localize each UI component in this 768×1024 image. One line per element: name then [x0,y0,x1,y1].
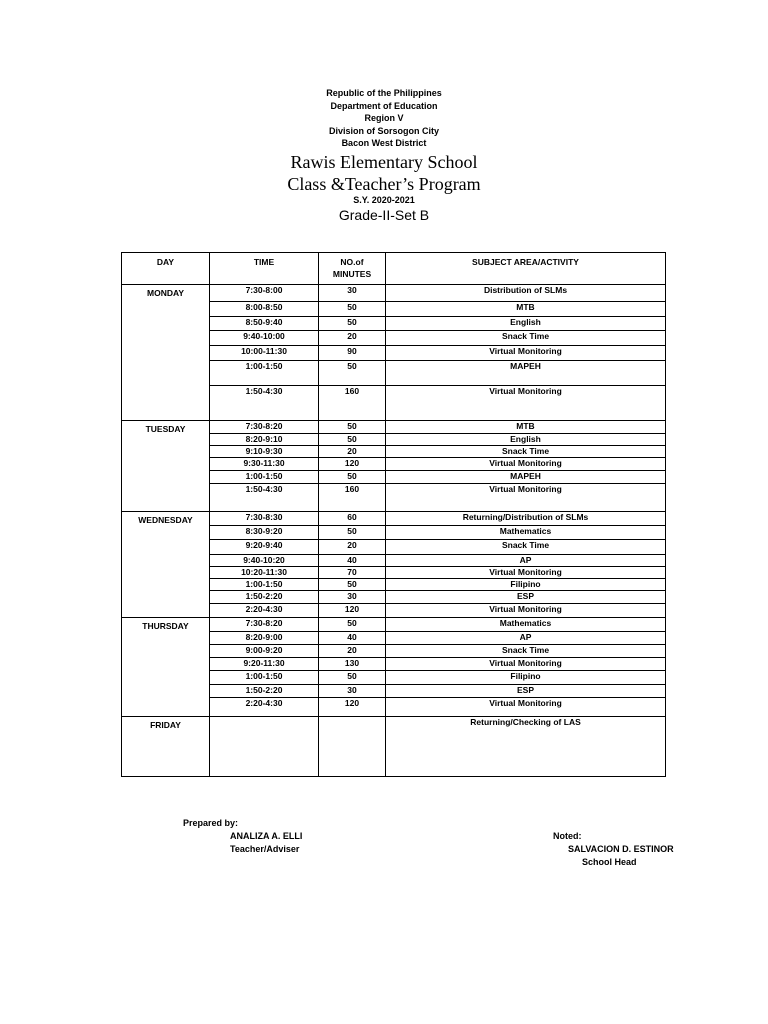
school-year: S.Y. 2020-2021 [353,195,415,205]
day-cell: FRIDAY [122,717,210,777]
minutes-cell: 50 [319,434,386,446]
subject-cell: MAPEH [386,471,666,484]
header-minutes-line2: MINUTES [332,269,372,279]
time-cell: 1:00-1:50 [210,671,319,685]
minutes-cell [319,717,386,777]
header-time: TIME [210,253,319,285]
minutes-cell: 40 [319,632,386,645]
time-cell: 9:10-9:30 [210,446,319,458]
minutes-cell: 30 [319,285,386,302]
time-cell [210,717,319,777]
header-department: Department of Education [330,101,438,111]
time-cell: 7:30-8:20 [210,618,319,632]
table-row [122,618,666,632]
subject-cell: Returning/Distribution of SLMs [386,512,666,526]
time-cell: 9:20-9:40 [210,540,319,555]
subject-cell: ESP [386,591,666,604]
subject-cell: Snack Time [386,540,666,555]
day-cell: MONDAY [122,285,210,421]
time-cell: 2:20-4:30 [210,698,319,717]
minutes-cell: 120 [319,604,386,618]
minutes-cell: 20 [319,645,386,658]
minutes-cell: 20 [319,331,386,346]
time-cell: 8:30-9:20 [210,526,319,540]
table-row [122,285,666,302]
header-minutes-line1: NO.of [340,257,364,267]
minutes-cell: 50 [319,526,386,540]
time-cell: 7:30-8:20 [210,421,319,434]
subject-cell: Virtual Monitoring [386,604,666,618]
minutes-cell: 20 [319,540,386,555]
header-division: Division of Sorsogon City [328,126,439,136]
subject-cell: Mathematics [386,526,666,540]
time-cell: 1:00-1:50 [210,361,319,386]
time-cell: 9:20-11:30 [210,658,319,671]
subject-cell: Virtual Monitoring [386,346,666,361]
program-title: Class &Teacher’s Program [287,174,481,194]
time-cell: 8:20-9:10 [210,434,319,446]
prepared-by-label: Prepared by: [183,818,239,828]
header-minutes [319,253,386,285]
subject-cell: Virtual Monitoring [386,458,666,471]
minutes-cell: 50 [319,671,386,685]
minutes-cell: 160 [319,386,386,421]
minutes-cell: 120 [319,458,386,471]
subject-cell: English [386,317,666,331]
header-subject: SUBJECT AREA/ACTIVITY [386,253,666,285]
time-cell: 1:50-2:20 [210,685,319,698]
subject-cell: Virtual Monitoring [386,567,666,579]
minutes-cell: 30 [319,591,386,604]
minutes-cell: 60 [319,512,386,526]
time-cell: 9:40-10:20 [210,555,319,567]
minutes-cell: 50 [319,302,386,317]
time-cell: 1:50-2:20 [210,591,319,604]
table-row [122,421,666,434]
minutes-cell: 50 [319,471,386,484]
minutes-cell: 40 [319,555,386,567]
time-cell: 1:00-1:50 [210,471,319,484]
table-row [122,717,666,777]
day-cell: WEDNESDAY [122,512,210,618]
time-cell: 8:00-8:50 [210,302,319,317]
subject-cell: Returning/Checking of LAS [386,717,666,777]
program-table [121,252,666,777]
table-row [122,512,666,526]
time-cell: 7:30-8:30 [210,512,319,526]
minutes-cell: 50 [319,618,386,632]
minutes-cell: 50 [319,421,386,434]
head-title: School Head [582,857,637,867]
subject-cell: Filipino [386,671,666,685]
subject-cell: Distribution of SLMs [386,285,666,302]
subject-cell: Snack Time [386,645,666,658]
time-cell: 1:50-4:30 [210,484,319,512]
header-region: Region V [364,113,404,123]
minutes-cell: 70 [319,567,386,579]
day-cell: THURSDAY [122,618,210,717]
subject-cell: AP [386,555,666,567]
subject-cell: MTB [386,421,666,434]
subject-cell: English [386,434,666,446]
minutes-cell: 50 [319,579,386,591]
minutes-cell: 160 [319,484,386,512]
minutes-cell: 120 [319,698,386,717]
grade-section: Grade-II-Set B [338,207,430,223]
time-cell: 10:00-11:30 [210,346,319,361]
header-day: DAY [122,253,210,285]
head-name: SALVACION D. ESTINOR [568,844,674,854]
time-cell: 9:00-9:20 [210,645,319,658]
subject-cell: Snack Time [386,446,666,458]
teacher-title: Teacher/Adviser [230,844,300,854]
header-republic: Republic of the Philippines [326,88,442,98]
time-cell: 9:30-11:30 [210,458,319,471]
subject-cell: Snack Time [386,331,666,346]
time-cell: 8:20-9:00 [210,632,319,645]
subject-cell: Virtual Monitoring [386,484,666,512]
subject-cell: Virtual Monitoring [386,698,666,717]
subject-cell: Filipino [386,579,666,591]
minutes-cell: 20 [319,446,386,458]
time-cell: 1:50-4:30 [210,386,319,421]
time-cell: 2:20-4:30 [210,604,319,618]
time-cell: 10:20-11:30 [210,567,319,579]
subject-cell: ESP [386,685,666,698]
time-cell: 8:50-9:40 [210,317,319,331]
subject-cell: AP [386,632,666,645]
header-district: Bacon West District [341,138,427,148]
time-cell: 9:40-10:00 [210,331,319,346]
teacher-name: ANALIZA A. ELLI [230,831,303,841]
subject-cell: Virtual Monitoring [386,386,666,421]
day-cell: TUESDAY [122,421,210,512]
noted-label: Noted: [553,831,582,841]
time-cell: 7:30-8:00 [210,285,319,302]
subject-cell: Mathematics [386,618,666,632]
subject-cell: Virtual Monitoring [386,658,666,671]
subject-cell: MTB [386,302,666,317]
minutes-cell: 130 [319,658,386,671]
minutes-cell: 50 [319,361,386,386]
time-cell: 1:00-1:50 [210,579,319,591]
school-name: Rawis Elementary School [290,152,478,172]
minutes-cell: 90 [319,346,386,361]
table-header-row [122,253,666,285]
minutes-cell: 30 [319,685,386,698]
subject-cell: MAPEH [386,361,666,386]
minutes-cell: 50 [319,317,386,331]
